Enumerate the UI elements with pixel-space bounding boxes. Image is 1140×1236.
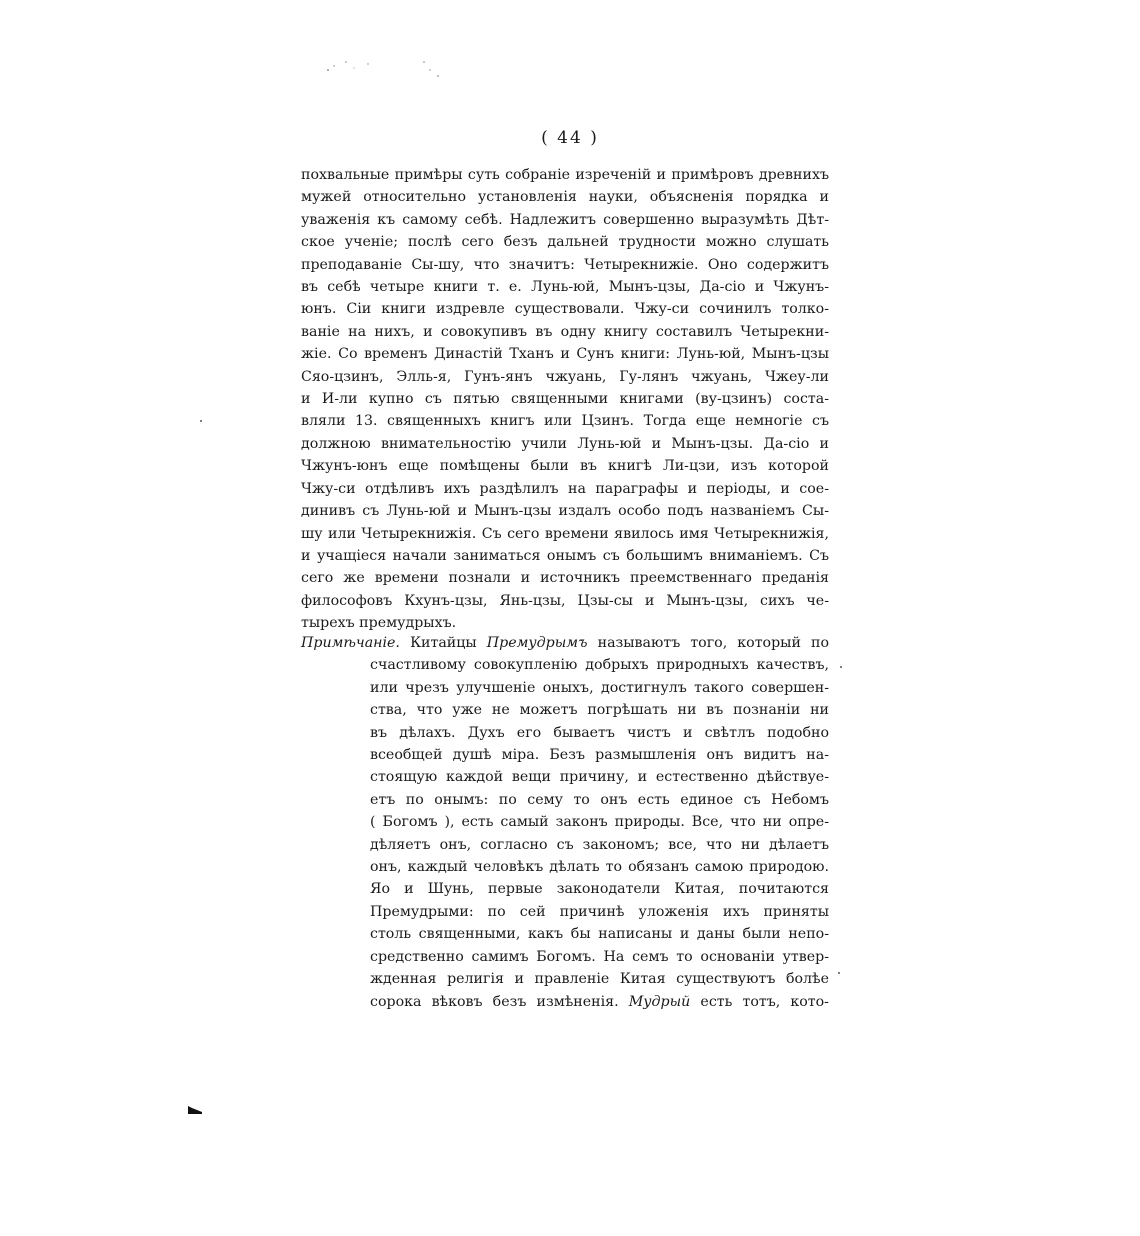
- note-text: называютъ того, который по: [597, 635, 830, 651]
- ink-speck: [838, 972, 840, 974]
- text-line: и И-ли купно съ пятью священными книгами (ву-цзинъ) соста-: [301, 391, 829, 408]
- text-line: уваженія къ самому себѣ. Надлежитъ совершенно выразумѣть Дѣт-: [301, 211, 829, 228]
- note-line: ства, что уже не можетъ погрѣшать ни въ познаніи ни: [370, 702, 829, 719]
- text-line: шу или Четырекнижія. Съ сего времени явилось имя Четырекнижія,: [301, 525, 829, 542]
- text-line: юнъ. Сіи книги издревле существовали. Чжу-си сочинилъ толко-: [301, 301, 829, 318]
- footnote-block: [301, 632, 829, 1013]
- ink-speck: [200, 420, 202, 422]
- note-line: средственно самимъ Богомъ. На семъ то основаніи утвер-: [370, 948, 829, 965]
- text-line: въ себѣ четыре книги т. е. Лунь-юй, Мынъ-цзы, Да-сіо и Чжунъ-: [301, 279, 829, 296]
- note-text: Китайцы: [410, 635, 477, 651]
- text-line: преподаваніе Сы-шу, что значитъ: Четырекнижіе. Оно содержитъ: [301, 256, 829, 273]
- page-marker-icon: [188, 1106, 202, 1114]
- text-line: тырехъ премудрыхъ.: [301, 615, 457, 632]
- ink-specks: [320, 56, 450, 80]
- note-last-line: [301, 991, 829, 1013]
- text-line: похвальные примѣры суть собраніе изреченій и примѣровъ древнихъ: [301, 167, 829, 183]
- text-line: и учащіеся начали заниматься онымъ съ большимъ вниманіемъ. Съ: [301, 547, 829, 564]
- text-line: Сяо-цзинъ, Элль-я, Гунъ-янъ чжуань, Гу-лянъ чжуань, Чжеу-ли: [301, 368, 829, 385]
- ink-speck: [840, 666, 842, 668]
- note-line: онъ, каждый человѣкъ дѣлать то обязанъ самою природою.: [370, 859, 829, 876]
- text-line: жіе. Со временъ Династій Тханъ и Сунъ книги: Лунь-юй, Мынъ-цзы: [301, 346, 829, 363]
- note-line: жденная религія и правленіе Китая существуютъ болѣе: [370, 971, 829, 988]
- text-line: динивъ съ Лунь-юй и Мынъ-цзы издалъ особо подъ названіемъ Сы-: [301, 503, 829, 520]
- note-line: счастливому совокупленію добрыхъ природныхъ качествъ,: [370, 657, 829, 674]
- note-first-line: [301, 632, 829, 654]
- note-line: дѣляетъ онъ, согласно съ закономъ; все, что ни дѣлаетъ: [370, 836, 829, 853]
- note-text: сорока вѣковъ безъ измѣненія.: [370, 993, 619, 1010]
- note-line: Яо и Шунь, первые законодатели Китая, почитаются: [370, 881, 829, 898]
- text-line: сего же времени познали и источникъ преемственнаго преданія: [301, 570, 829, 587]
- note-line: Премудрыми: по сей причинѣ уложенія ихъ приняты: [370, 903, 829, 920]
- text-line: ское ученіе; послѣ сего безъ дальней трудности можно слушать: [301, 234, 829, 251]
- note-italic-term: Премудрымъ: [486, 635, 588, 651]
- note-italic-term: Мудрый: [628, 993, 691, 1010]
- text-line: ваніе на нихъ, и совокупивъ въ одну книгу составилъ Четырекни-: [301, 323, 829, 340]
- text-line: Чжу-си отдѣливъ ихъ раздѣлилъ на параграфы и періоды, и сое-: [301, 480, 829, 497]
- text-line: вляли 13. священныхъ книгъ или Цзинъ. Тогда еще немногіе съ: [301, 413, 829, 430]
- text-line: Чжунъ-юнъ еще помѣщены были въ книгѣ Ли-цзи, изъ которой: [301, 458, 829, 475]
- note-line: или чрезъ улучшеніе оныхъ, достигнулъ такого совершен-: [370, 679, 829, 696]
- note-line: въ дѣлахъ. Духъ его бываетъ чистъ и свѣтлъ подобно: [370, 724, 829, 741]
- note-line: всеобщей душѣ міра. Безъ размышленія онъ видитъ на-: [370, 747, 829, 764]
- note-label: Примѣчаніе.: [301, 635, 400, 651]
- text-line: должною внимательностію учили Лунь-юй и Мынъ-цзы. Да-сіо и: [301, 435, 829, 452]
- note-line: стоящую каждой вещи причину, и естественно дѣйствуе-: [370, 769, 829, 786]
- note-line: столь священными, какъ бы написаны и даны были непо-: [370, 926, 829, 943]
- text-line: философовъ Кхунъ-цзы, Янь-цзы, Цзы-сы и Мынъ-цзы, сихъ че-: [301, 592, 829, 609]
- main-paragraph: [301, 164, 829, 635]
- note-text: есть тотъ, кото-: [700, 993, 829, 1010]
- page-number: ( 44 ): [541, 128, 599, 148]
- note-line: етъ по онымъ: по сему то онъ есть единое съ Небомъ: [370, 791, 829, 808]
- text-line: мужей относительно установленія науки, объясненія порядка и: [301, 189, 829, 206]
- note-line: ( Богомъ ), есть самый законъ природы. Все, что ни опре-: [370, 814, 829, 831]
